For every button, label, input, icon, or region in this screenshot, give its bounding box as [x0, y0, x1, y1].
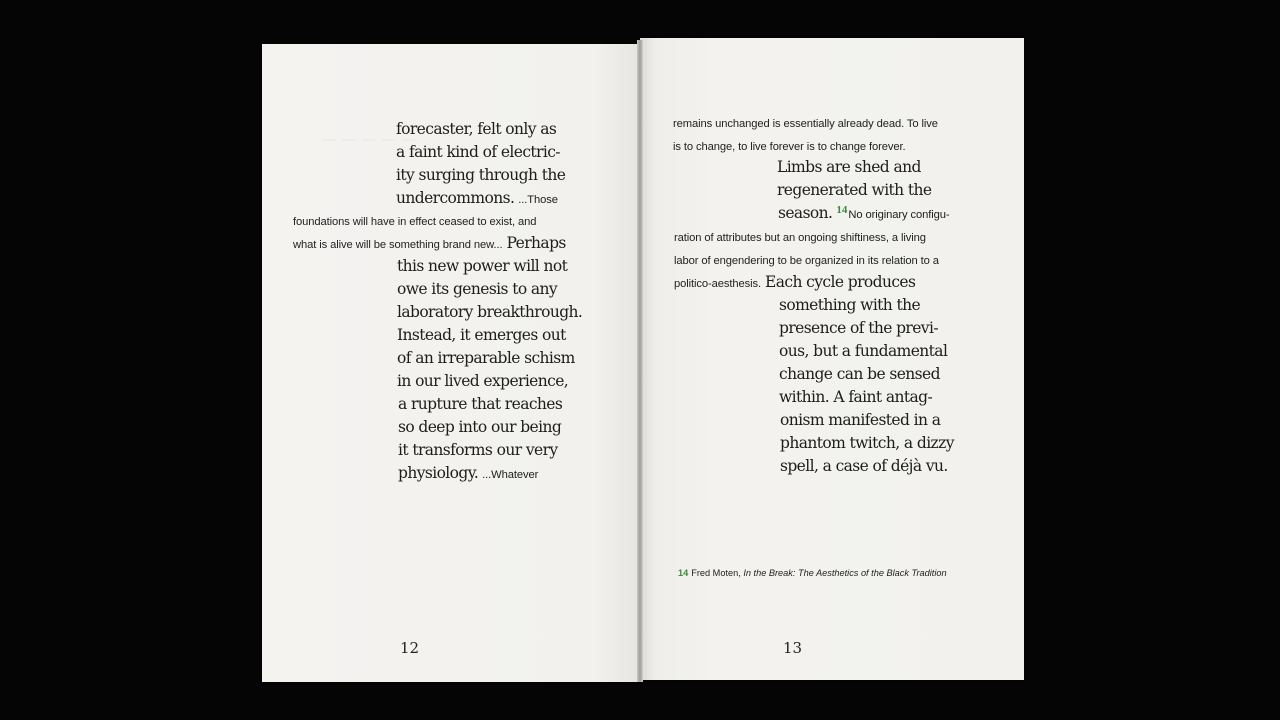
quote-line — [674, 273, 915, 292]
body-line: Instead, it emerges out — [397, 326, 566, 344]
quote-text: politico-aesthesis. — [674, 278, 762, 290]
footnote-marker: 14 — [836, 204, 848, 216]
body-text: Each cycle produces — [765, 273, 916, 291]
right-page — [640, 38, 1024, 680]
left-page — [262, 44, 640, 682]
body-line: it transforms our very — [398, 441, 558, 459]
show-through-text: — — — — — — [322, 130, 417, 148]
quote-line: foundations will have in effect ceased to exist, and — [293, 216, 537, 228]
quote-line: labor of engendering to be organized in its relation to a — [674, 255, 939, 267]
quote-text: No originary configu- — [848, 209, 950, 221]
body-line: within. A faint antag- — [779, 388, 933, 406]
body-text: season. — [778, 204, 833, 222]
quote-line: ration of attributes but an ongoing shiftiness, a living — [674, 232, 926, 244]
quote-line: is to change, to live forever is to change forever. — [673, 141, 906, 153]
body-line: this new power will not — [397, 257, 568, 275]
body-line: ous, but a fundamental — [779, 342, 948, 360]
body-line: a rupture that reaches — [398, 395, 563, 413]
body-text: physiology. — [398, 464, 479, 482]
book-gutter — [637, 40, 643, 682]
quote-text: ...Whatever — [482, 469, 539, 481]
footnote-number: 14 — [678, 568, 689, 578]
body-line: a faint kind of electric- — [396, 143, 560, 161]
body-line: phantom twitch, a dizzy — [780, 434, 954, 452]
page-number: 13 — [783, 639, 803, 657]
page-number: 12 — [400, 639, 420, 657]
body-text: undercommons. — [396, 189, 515, 207]
quote-text: what is alive will be something brand new... — [293, 239, 503, 251]
body-line — [396, 189, 558, 208]
body-line: Limbs are shed and — [777, 158, 921, 176]
quote-text: ...Those — [518, 194, 558, 206]
body-line: so deep into our being — [398, 418, 562, 436]
footnote-title: In the Break: The Aesthetics of the Black Tradition — [743, 568, 947, 578]
body-line: of an irreparable schism — [397, 349, 575, 367]
body-line: something with the — [779, 296, 921, 314]
body-line: laboratory breakthrough. — [397, 303, 583, 321]
body-line: change can be sensed — [779, 365, 940, 383]
body-line: ity surging through the — [396, 166, 566, 184]
body-text: Perhaps — [506, 234, 566, 252]
footnote-author: Fred Moten, — [691, 568, 741, 578]
quote-line — [293, 234, 566, 253]
footnote — [678, 568, 947, 578]
body-line: spell, a case of déjà vu. — [780, 457, 948, 475]
body-line: owe its genesis to any — [397, 280, 558, 298]
quote-line: remains unchanged is essentially already dead. To live — [673, 118, 938, 130]
body-line: onism manifested in a — [780, 411, 941, 429]
body-line: presence of the previ- — [779, 319, 938, 337]
body-line: forecaster, felt only as — [396, 120, 557, 138]
body-line: regenerated with the — [777, 181, 932, 199]
body-line: in our lived experience, — [397, 372, 569, 390]
body-line — [398, 464, 538, 483]
body-line — [778, 204, 950, 223]
